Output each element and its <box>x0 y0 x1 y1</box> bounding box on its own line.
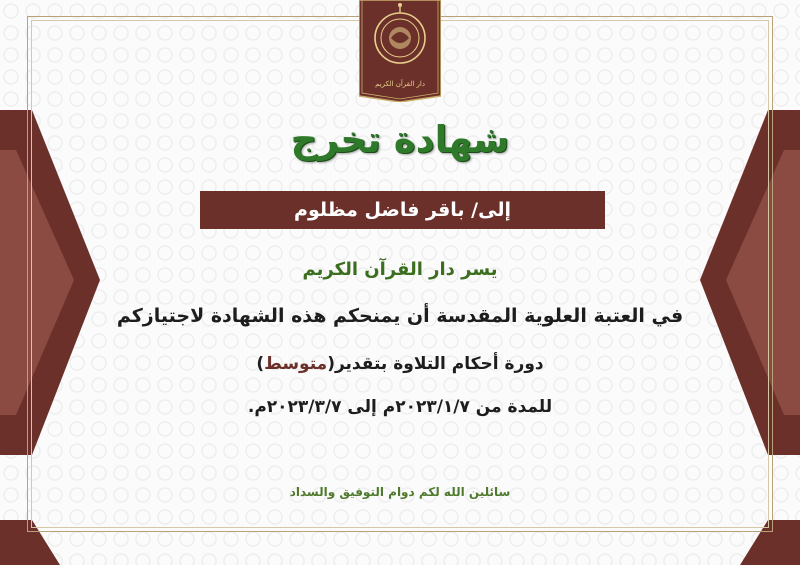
grant-line: في العتبة العلوية المقدسة أن يمنحكم هذه الشهادة لاجتيازكم <box>116 305 684 327</box>
course-prefix: دورة أحكام التلاوة بتقدير( <box>327 354 544 374</box>
course-suffix: ) <box>256 354 265 374</box>
course-line <box>0 354 800 374</box>
issuer-line: يسر دار القرآن الكريم <box>302 259 498 280</box>
certificate-title: شهادة تخرج <box>290 118 510 161</box>
closing-line: سائلين الله لكم دوام التوفيق والسداد <box>289 485 511 499</box>
recipient-banner <box>200 191 605 229</box>
seal-emblem-icon <box>359 0 441 102</box>
recipient-name: إلى/ باقر فاضل مظلوم <box>294 199 511 221</box>
emblem-caption: دار القرآن الكريم <box>375 80 425 88</box>
period-line: للمدة من ٢٠٢٣/١/٧م إلى ٢٠٢٣/٣/٧م. <box>247 397 553 417</box>
grade-value: متوسط <box>264 354 328 374</box>
